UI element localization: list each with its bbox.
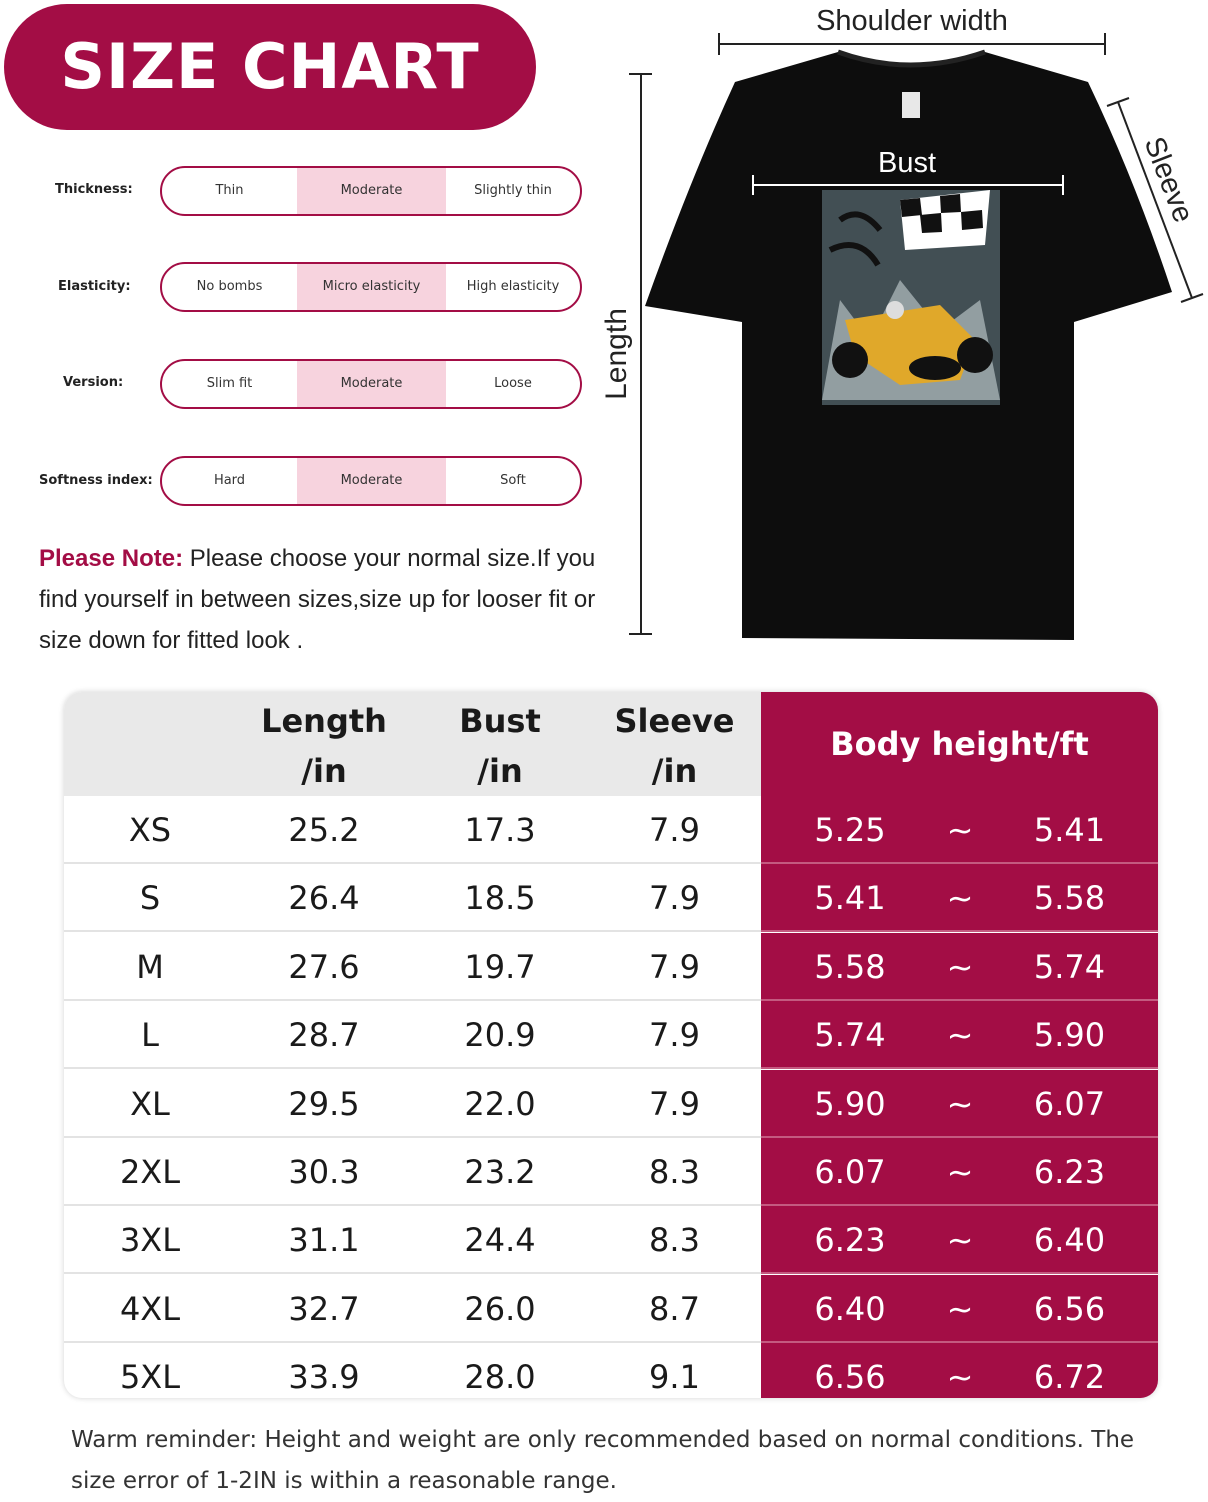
version-option-loose: Loose bbox=[494, 376, 532, 391]
size-table bbox=[64, 692, 1158, 1398]
cell-sleeve: 9.1 bbox=[649, 1358, 700, 1397]
size-chart-title: SIZE CHART bbox=[4, 4, 536, 130]
cell-h-max: 5.41 bbox=[1033, 811, 1106, 849]
elasticity-label: Elasticity: bbox=[58, 279, 131, 294]
cell-sleeve: 7.9 bbox=[649, 1016, 700, 1055]
note-label: Please Note: bbox=[39, 545, 184, 572]
softness-option-soft: Soft bbox=[500, 473, 526, 488]
header-sleeve-title: Sleeve bbox=[614, 702, 735, 740]
header-sleeve-unit: /in bbox=[651, 752, 698, 790]
warm-reminder: Warm reminder: Height and weight are only recommended based on normal conditions. The size error of 1-2IN is within a reasonable range. bbox=[71, 1427, 1135, 1494]
height-range-separator: ~ bbox=[946, 1153, 974, 1191]
cell-h-min: 5.58 bbox=[814, 947, 886, 986]
cell-size: XL bbox=[130, 1084, 170, 1123]
header-body-height: Body height/ft bbox=[761, 692, 1158, 796]
thickness-option-moderate: Moderate bbox=[297, 168, 446, 214]
cell-h-max: 5.58 bbox=[1033, 879, 1106, 918]
cell-h-max: 6.07 bbox=[1033, 1084, 1106, 1123]
cell-sleeve: 7.9 bbox=[649, 1084, 700, 1123]
header-bust bbox=[412, 696, 588, 796]
size-note bbox=[39, 538, 599, 661]
cell-h-max: 6.72 bbox=[1033, 1358, 1106, 1397]
cell-size: 5XL bbox=[119, 1358, 181, 1397]
elasticity-scale bbox=[160, 262, 582, 312]
softness-label: Softness index: bbox=[39, 473, 153, 488]
header-bust-title: Bust bbox=[459, 702, 541, 740]
table-row bbox=[64, 1206, 1158, 1274]
version-scale bbox=[160, 359, 582, 409]
cell-h-max: 5.90 bbox=[1033, 1016, 1106, 1055]
note-text: Please choose your normal size.If you find yourself in between sizes,size up for looser fit or size down for fitted look . bbox=[39, 545, 596, 654]
cell-h-min: 5.90 bbox=[814, 1084, 886, 1123]
table-row bbox=[64, 1070, 1158, 1138]
softness-option-moderate: Moderate bbox=[297, 458, 446, 504]
cell-length: 27.6 bbox=[288, 947, 360, 986]
softness-scale bbox=[160, 456, 582, 506]
cell-bust: 20.9 bbox=[464, 1016, 536, 1055]
cell-h-max: 5.74 bbox=[1033, 947, 1106, 986]
cell-size: L bbox=[141, 1016, 159, 1055]
cell-sleeve: 7.9 bbox=[649, 947, 700, 986]
height-range-separator: ~ bbox=[946, 811, 974, 849]
cell-size: 4XL bbox=[119, 1289, 181, 1328]
table-row bbox=[64, 933, 1158, 1001]
elasticity-option-no-bombs: No bombs bbox=[196, 279, 263, 294]
cell-h-min: 5.41 bbox=[814, 879, 886, 918]
cell-length: 26.4 bbox=[288, 879, 360, 918]
height-range-separator: ~ bbox=[946, 1221, 974, 1260]
tshirt-diagram bbox=[590, 0, 1208, 660]
cell-h-min: 6.23 bbox=[814, 1221, 886, 1260]
table-row bbox=[64, 1138, 1158, 1206]
cell-size: S bbox=[139, 879, 161, 918]
cell-bust: 28.0 bbox=[464, 1358, 536, 1397]
header-length-unit: /in bbox=[301, 752, 347, 790]
cell-h-max: 6.23 bbox=[1033, 1153, 1106, 1191]
length-label: Length bbox=[600, 308, 633, 400]
thickness-option-slightly-thin: Slightly thin bbox=[474, 183, 552, 198]
race-car-graphic bbox=[822, 190, 1000, 405]
cell-bust: 19.7 bbox=[464, 947, 536, 986]
cell-length: 29.5 bbox=[288, 1084, 360, 1123]
cell-h-min: 5.25 bbox=[814, 811, 886, 849]
cell-sleeve: 8.3 bbox=[649, 1153, 700, 1191]
cell-bust: 22.0 bbox=[464, 1084, 536, 1123]
version-option-slim-fit: Slim fit bbox=[206, 376, 253, 391]
cell-bust: 17.3 bbox=[464, 811, 536, 849]
cell-size: XS bbox=[128, 811, 172, 849]
height-range-separator: ~ bbox=[946, 1016, 974, 1055]
cell-length: 25.2 bbox=[288, 811, 360, 849]
cell-length: 33.9 bbox=[288, 1358, 360, 1397]
cell-sleeve: 7.9 bbox=[649, 811, 700, 849]
cell-h-min: 5.74 bbox=[814, 1016, 886, 1055]
cell-length: 28.7 bbox=[288, 1016, 360, 1055]
cell-bust: 26.0 bbox=[464, 1289, 536, 1328]
cell-size: 2XL bbox=[119, 1153, 181, 1191]
header-length bbox=[236, 696, 412, 796]
thickness-option-thin: Thin bbox=[215, 183, 244, 198]
header-bust-unit: /in bbox=[477, 752, 523, 790]
neck-tag bbox=[902, 92, 920, 118]
cell-h-min: 6.07 bbox=[814, 1153, 886, 1191]
cell-size: 3XL bbox=[119, 1221, 181, 1260]
version-option-moderate: Moderate bbox=[297, 361, 446, 407]
header-sleeve bbox=[588, 696, 761, 796]
cell-length: 32.7 bbox=[288, 1289, 360, 1328]
bust-label: Bust bbox=[877, 147, 937, 179]
cell-sleeve: 7.9 bbox=[649, 879, 700, 918]
elasticity-option-high: High elasticity bbox=[466, 279, 560, 294]
table-row bbox=[64, 796, 1158, 864]
softness-option-hard: Hard bbox=[213, 473, 246, 488]
height-range-separator: ~ bbox=[946, 1084, 974, 1123]
cell-sleeve: 8.3 bbox=[649, 1221, 700, 1260]
height-range-separator: ~ bbox=[946, 1289, 974, 1328]
height-range-separator: ~ bbox=[946, 879, 974, 918]
table-row bbox=[64, 1001, 1158, 1069]
cell-length: 31.1 bbox=[288, 1221, 360, 1260]
elasticity-option-micro: Micro elasticity bbox=[297, 264, 446, 310]
cell-length: 30.3 bbox=[288, 1153, 360, 1191]
cell-h-max: 6.56 bbox=[1033, 1289, 1106, 1328]
cell-bust: 18.5 bbox=[464, 879, 536, 918]
height-range-separator: ~ bbox=[946, 947, 974, 986]
header-length-title: Length bbox=[261, 702, 387, 740]
table-row bbox=[64, 1343, 1158, 1398]
cell-size: M bbox=[136, 947, 164, 986]
cell-sleeve: 8.7 bbox=[649, 1289, 700, 1328]
cell-bust: 23.2 bbox=[464, 1153, 536, 1191]
thickness-label: Thickness: bbox=[55, 182, 133, 197]
cell-h-min: 6.56 bbox=[814, 1358, 886, 1397]
table-row bbox=[64, 1275, 1158, 1343]
cell-bust: 24.4 bbox=[464, 1221, 536, 1260]
height-range-separator: ~ bbox=[946, 1358, 974, 1397]
cell-h-min: 6.40 bbox=[814, 1289, 886, 1328]
sleeve-label: Sleeve bbox=[1137, 132, 1200, 227]
thickness-scale bbox=[160, 166, 582, 216]
shoulder-width-label: Shoulder width bbox=[816, 5, 1008, 37]
table-row bbox=[64, 864, 1158, 932]
version-label: Version: bbox=[63, 375, 124, 390]
cell-h-max: 6.40 bbox=[1033, 1221, 1106, 1260]
table-header bbox=[64, 692, 761, 796]
